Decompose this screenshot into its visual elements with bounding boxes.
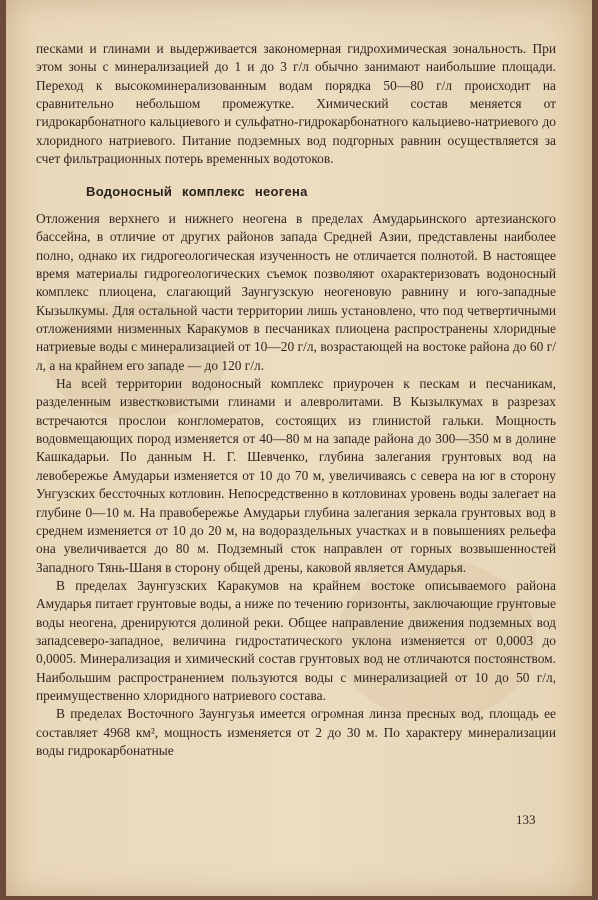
paragraph-text: песками и глинами и выдерживается закономерная гидрохимическая зональность. При этом зоны с минерализацией до 1 и до 3 г/л обычно занимают наибольшие площади. Переход к высокоминерализованным водам порядка 50—80 г/л происходит на сравнительно небольшом промежутке. Химический состав меняется от гидрокарбонатного кальциевого и сульфатно-гидрокарбонатного кальциево-натриевого до хлоридного натриевого. Питание подземных вод подгорных равнин осуществляется за счет фильтрационных потерь временных водотоков. [36, 41, 556, 167]
page-number: 133 [516, 812, 536, 827]
paragraph-top [36, 40, 556, 168]
book-page [6, 0, 592, 896]
paragraph-2: На всей территории водоносный комплекс приурочен к пескам и песчаникам, разделенным известковистыми глинами и алевролитами. В Кызылкумах в разрезах встречаются прослои конгломератов, состоящих из глинистой гальки. Мощность водовмещающих пород изменяется от 40—80 м на западе района до 300—350 м в долине Кашкадарьи. По данным Н. Г. Шевченко, глубина залегания грунтовых вод на левобережье Амударьи изменяется от 10 до 70 м, увеличиваясь с севера на юг в сторону Унгузских бессточных котловин. Непосредственно в котловинах уровень воды залегает на глубине 0—10 м. На правобережье Амударьи глубина залегания зеркала грунтовых вод в среднем изменяется от 10 до 20 м, на водораздельных участках и в повышениях рельефа она увеличивается до 80 м. Подземный сток направлен от горных возвышенностей Западного Тянь-Шаня в сторону общей дрены, каковой является Амударья. [36, 376, 556, 575]
section-body [36, 210, 556, 760]
section-heading: Водоносный комплекс неогена [86, 184, 308, 199]
paragraph-3: В пределах Заунгузских Каракумов на крайнем востоке описываемого района Амударья питает грунтовые воды, а ниже по течению горизонты, заключающие грунтовые воды неогена, дренируются долиной реки. Общее направление движения подземных вод западсеверо-западное, величина гидростатического уклона изменяется от 0,0003 до 0,0005. Минерализация и химический состав грунтовых вод не отличаются постоянством. Наибольшим распространением пользуются воды с минерализацией от 10 до 50 г/л, преимущественно хлоридного натриевого состава. [36, 577, 556, 703]
paragraph-4: В пределах Восточного Заунгузья имеется огромная линза пресных вод, площадь ее составляет 4968 км², мощность изменяется от 2 до 30 м. По характеру минерализации воды гидрокарбонатные [36, 706, 556, 758]
paragraph-1: Отложения верхнего и нижнего неогена в пределах Амударьинского артезианского бассейна, в отличие от других районов запада Средней Азии, представлены наиболее полно, однако их гидрогеологическая изученность не отличается полнотой. В настоящее время материалы гидрогеологических съемок позволяют охарактеризовать водоносный комплекс плиоцена, слагающий Заунгузскую неогеновую равнину и юго-западные Кызылкумы. Для остальной части территории лишь установлено, что под четвертичными отложениями низменных Каракумов в песчаниках плиоцена распространены хлоридные натриевые воды с минерализацией от 10—20 г/л, возрастающей на востоке района до 60 г/л, а на крайнем его западе — до 120 г/л. [36, 211, 556, 373]
